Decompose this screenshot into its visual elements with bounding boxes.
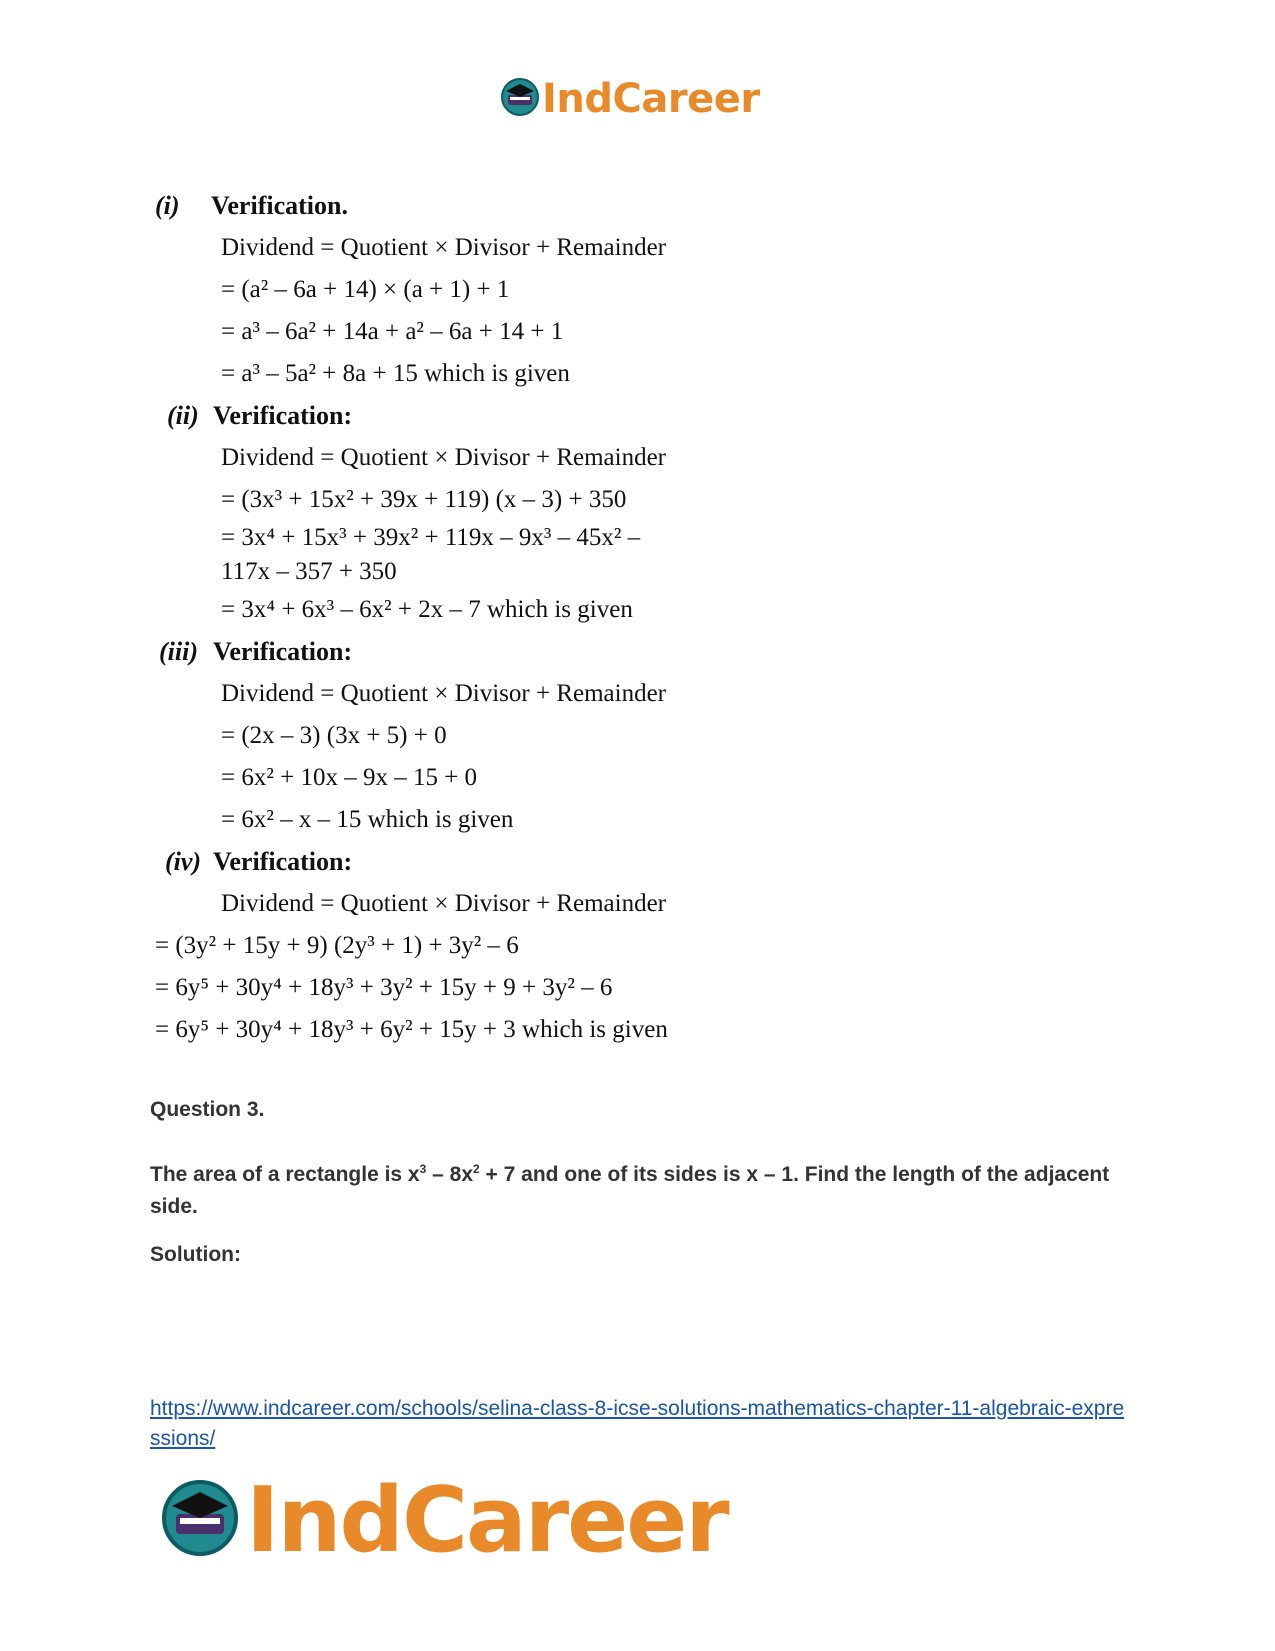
section-number: (iii) — [159, 637, 198, 666]
equation-line: Dividend = Quotient × Divisor + Remainder — [221, 680, 667, 707]
logo-text: IndCareer — [246, 1468, 728, 1573]
equation-line: = 6y⁵ + 30y⁴ + 18y³ + 3y² + 15y + 9 + 3y² – 6 — [155, 974, 613, 1001]
logo-globe-icon — [500, 77, 540, 122]
section-number: (i) — [155, 191, 180, 220]
source-link[interactable]: https://www.indcareer.com/schools/selina-class-8-icse-solutions-mathematics-chapter-11-algebraic-expressions/ — [150, 1397, 1125, 1450]
logo-text: IndCareer — [542, 76, 760, 122]
equation-line: Dividend = Quotient × Divisor + Remainder — [221, 234, 667, 261]
equation-line: = (2x – 3) (3x + 5) + 0 — [221, 722, 447, 749]
footer-logo — [160, 1468, 728, 1573]
section-number: (ii) — [167, 401, 199, 430]
verification-scan — [155, 185, 715, 1051]
equation-line: Dividend = Quotient × Divisor + Remainder — [221, 890, 667, 917]
equation-line: = 6y⁵ + 30y⁴ + 18y³ + 6y² + 15y + 3 which is given — [155, 1016, 668, 1043]
equation-line: = 3x⁴ + 6x³ – 6x² + 2x – 7 which is given — [221, 596, 633, 623]
equation-line: = (3y² + 15y + 9) (2y³ + 1) + 3y² – 6 — [155, 932, 519, 959]
equation-line: = 6x² – x – 15 which is given — [221, 806, 514, 833]
equation-line: = (3x³ + 15x² + 39x + 119) (x – 3) + 350 — [221, 486, 627, 513]
logo-globe-icon — [160, 1478, 240, 1563]
section-heading: (iv) Verification: — [155, 841, 715, 883]
question-title: Question 3. — [150, 1098, 265, 1121]
section-heading: (ii) Verification: — [155, 395, 715, 437]
equation-line: Dividend = Quotient × Divisor + Remainder — [221, 444, 667, 471]
equation-line: = a³ – 5a² + 8a + 15 which is given — [221, 360, 570, 387]
header-logo — [500, 76, 760, 122]
equation-line: = (a² – 6a + 14) × (a + 1) + 1 — [221, 276, 510, 303]
section-heading: (i) Verification. — [155, 185, 715, 227]
solution-label: Solution: — [150, 1243, 241, 1266]
question-text: The area of a rectangle is $x^3 - 8x^2 + 7$ and one of its sides is x – 1. Find the length of the adjacent side. — [150, 1162, 1110, 1218]
section-heading: (iii) Verification: — [155, 631, 715, 673]
equation-line: = a³ – 6a² + 14a + a² – 6a + 14 + 1 — [221, 318, 564, 345]
equation-line: = 3x⁴ + 15x³ + 39x² + 119x – 9x³ – 45x² – — [221, 524, 641, 551]
section-number: (iv) — [165, 847, 202, 876]
equation-line: 117x – 357 + 350 — [221, 558, 397, 585]
equation-line: = 6x² + 10x – 9x – 15 + 0 — [221, 764, 478, 791]
